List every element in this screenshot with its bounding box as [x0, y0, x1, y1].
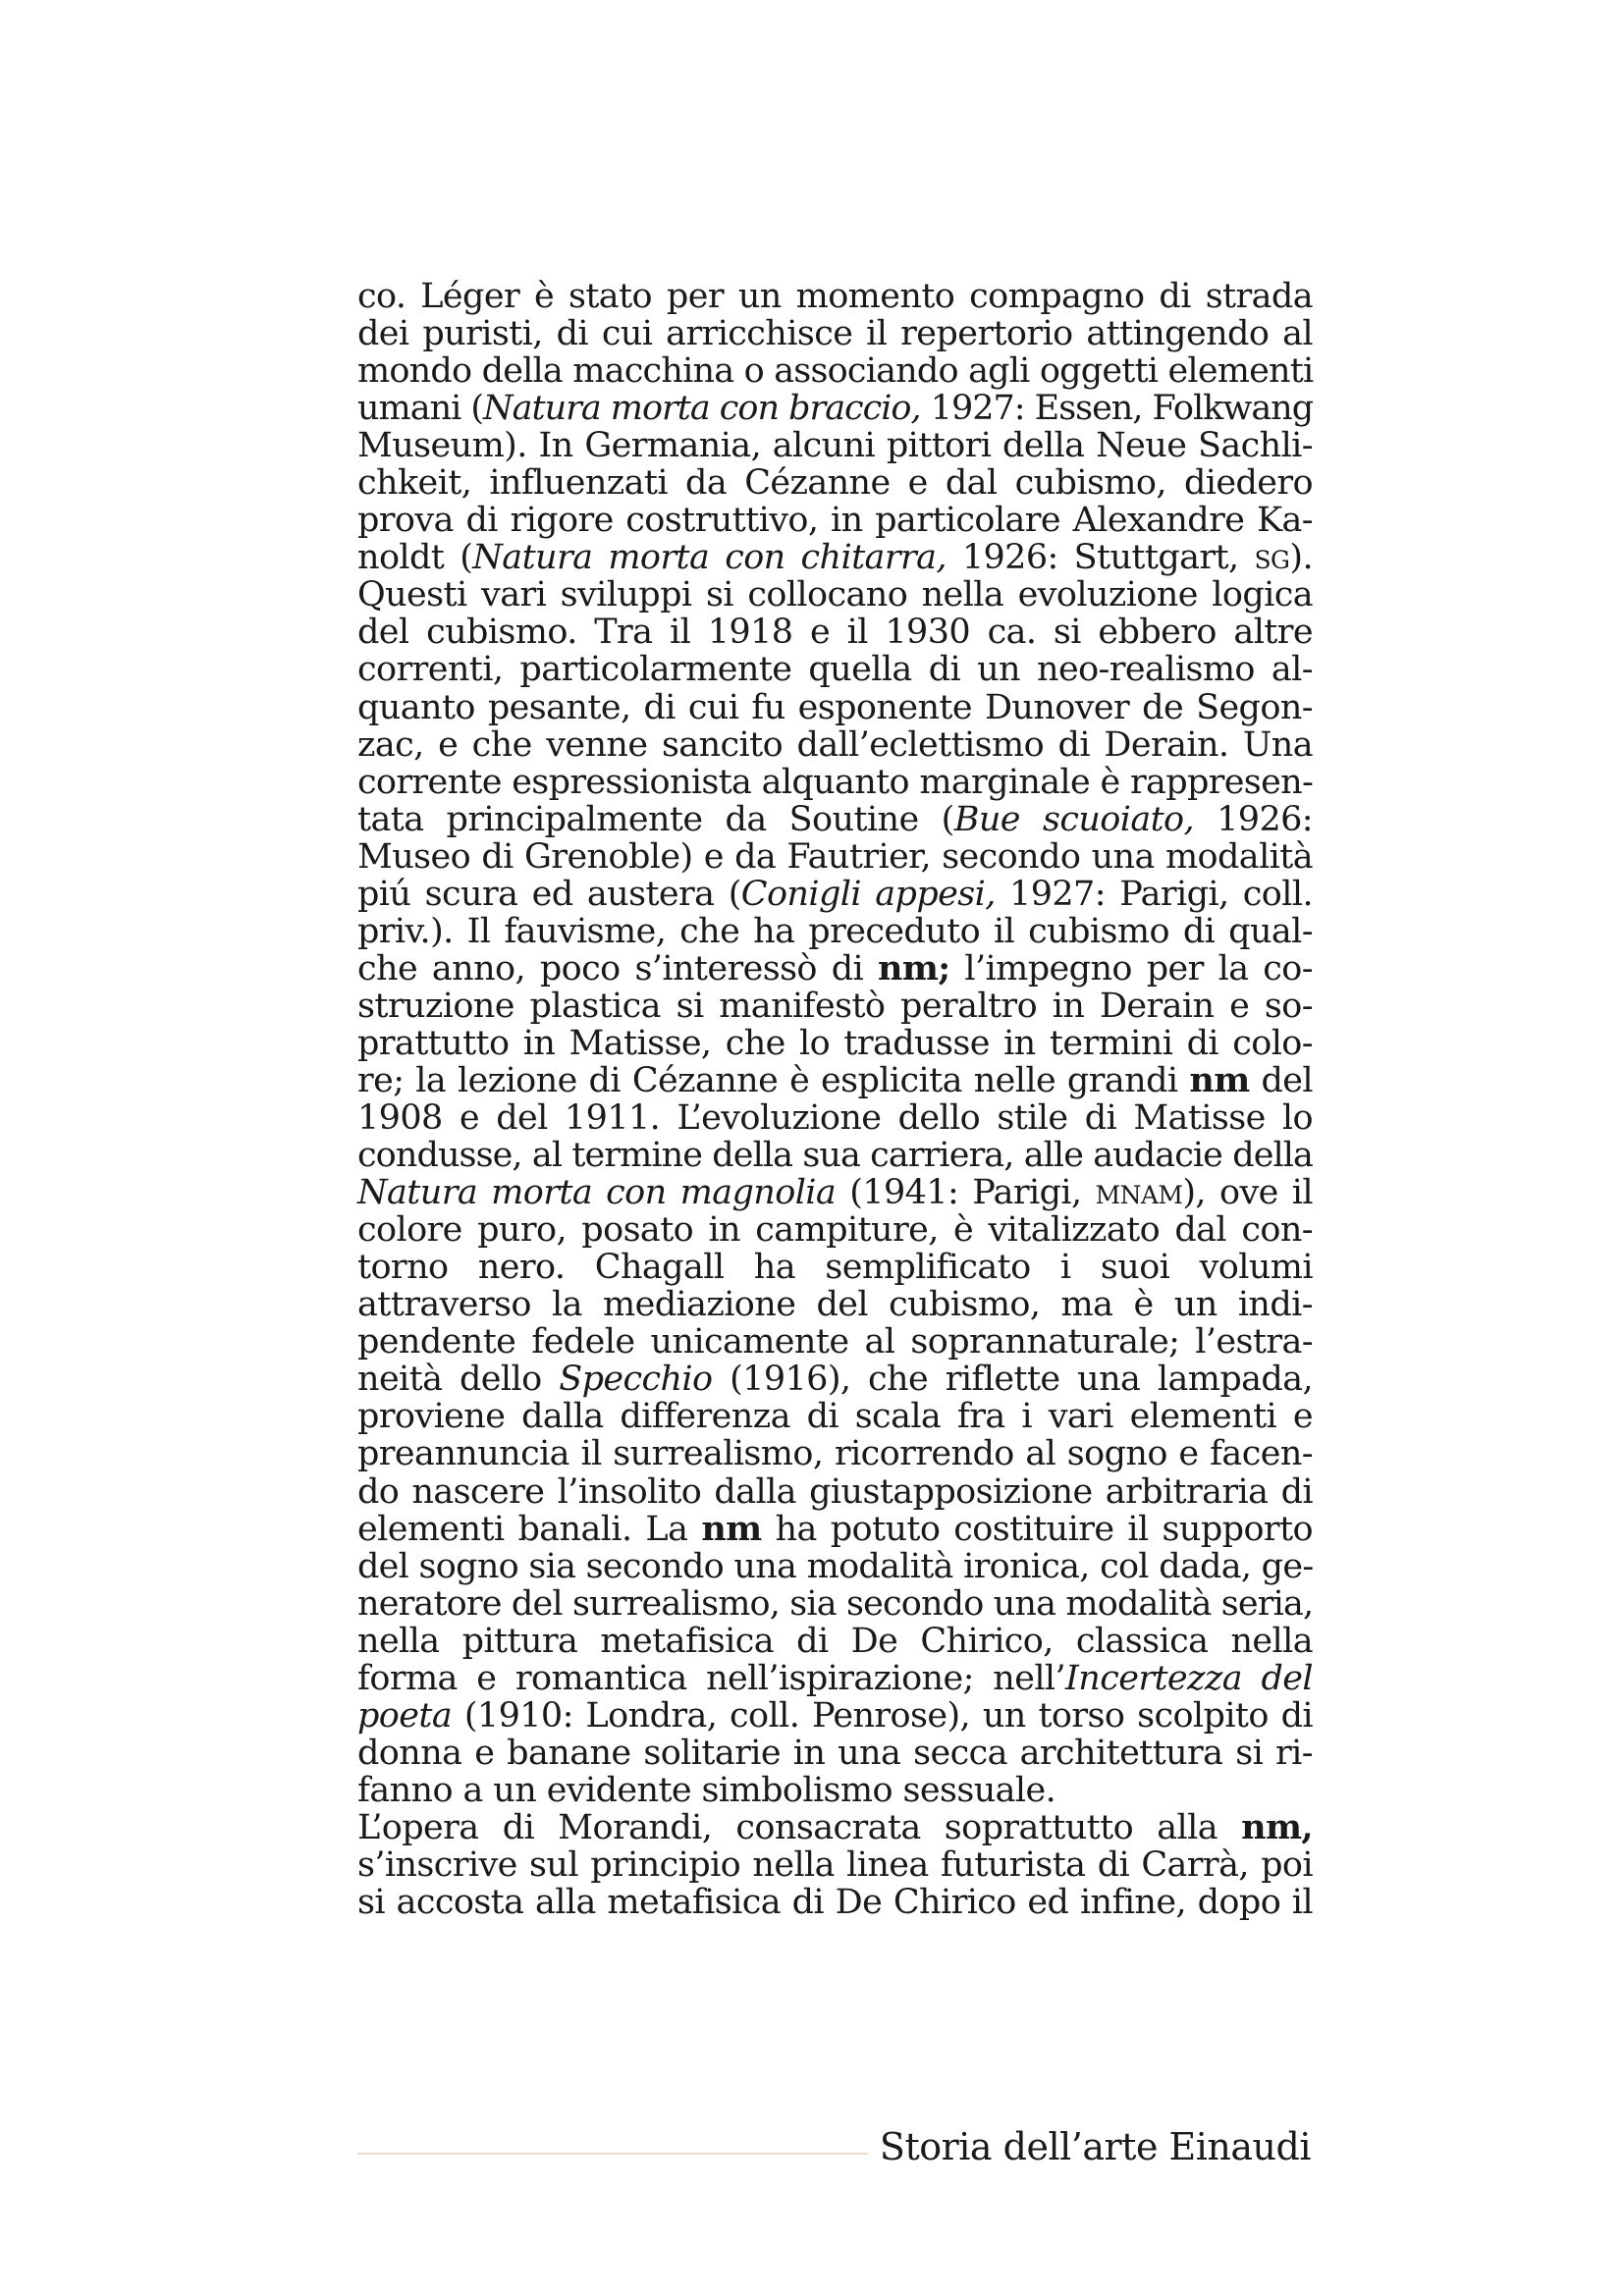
text-segment: 1926:: [1194, 799, 1313, 839]
text-line: [357, 1099, 1313, 1137]
text-line: [357, 801, 1313, 838]
text-segment: priv.). Il fauvisme, che ha preceduto il cubismo di qual-: [357, 911, 1313, 951]
text-segment: si accosta alla metafisica di De Chirico ed infine, dopo il: [357, 1883, 1313, 1923]
text-segment: colore puro, posato in campiture, è vitalizzato dal con-: [357, 1210, 1313, 1251]
text-segment: 1926: Stuttgart,: [946, 538, 1255, 578]
text-line: [357, 1508, 1314, 1549]
text-line: [357, 576, 1313, 614]
text-segment: mondo della macchina o associando agli oggetti elementi: [357, 351, 1314, 392]
text-segment: torno nero. Chagall ha semplificato i suoi volumi: [357, 1248, 1313, 1288]
text-line: [357, 1174, 1313, 1211]
text-segment: s’inscrive sul principio nella linea futurista di Carrà, poi: [357, 1844, 1313, 1885]
text-line: [357, 278, 1313, 315]
text-segment: umani (: [357, 389, 484, 429]
text-segment: Museum). In Germania, alcuni pittori della Neue Sachli-: [357, 426, 1313, 466]
text-segment: struzione plastica si manifestò peraltro in Derain e so-: [357, 986, 1313, 1026]
text-line: [357, 1697, 1313, 1735]
text-line: [357, 1660, 1313, 1697]
text-segment: poeta: [357, 1695, 453, 1735]
text-line: [357, 1884, 1313, 1921]
text-segment: del: [1249, 1060, 1313, 1100]
text-segment: (1916), che riflette una lampada,: [712, 1360, 1314, 1400]
text-line: [357, 726, 1313, 764]
text-segment: corrente espressionista alquanto marginale è rappresen-: [357, 762, 1314, 802]
text-segment: tata principalmente da Soutine (: [357, 799, 954, 839]
text-line: [357, 1473, 1313, 1511]
text-line: [357, 947, 1313, 988]
text-line: [357, 764, 1313, 801]
text-line: [357, 1059, 1313, 1100]
text-segment: quanto pesante, di cui fu esponente Dunover de Segon-: [357, 687, 1313, 727]
text-segment: ).: [1289, 538, 1313, 578]
text-segment: che anno, poco s’interessò di: [357, 948, 878, 988]
text-line: [357, 1735, 1313, 1772]
text-line: [357, 651, 1313, 688]
text-segment: re; la lezione di Cézanne è esplicita nelle grandi: [357, 1060, 1190, 1100]
text-segment: chkeit, influenzati da Cézanne e dal cubismo, diedero: [357, 463, 1313, 504]
text-segment: (1941: Parigi,: [836, 1173, 1096, 1213]
text-segment: fanno a un evidente simbolismo sessuale.: [357, 1770, 1056, 1810]
text-line: [357, 1137, 1313, 1174]
text-line: [357, 1548, 1313, 1585]
text-line: [357, 390, 1313, 427]
text-segment: Specchio: [559, 1360, 713, 1400]
text-segment: elementi banali. La: [357, 1509, 702, 1549]
text-line: [357, 838, 1313, 876]
text-segment: dei puristi, di cui arricchisce il repertorio attingendo al: [357, 314, 1313, 354]
text-line: [357, 1846, 1313, 1884]
text-line: [357, 1286, 1313, 1323]
text-segment: attraverso la mediazione del cubismo, ma è un indi-: [357, 1285, 1313, 1325]
text-segment: Museo di Grenoble) e da Fautrier, secondo una modalità: [357, 836, 1313, 877]
text-line: [357, 876, 1313, 913]
text-line: [357, 1772, 1313, 1809]
text-line: [357, 1361, 1313, 1398]
text-segment: Natura morta con braccio,: [483, 389, 921, 429]
text-segment: (1910: Londra, coll. Penrose), un torso scolpito di: [452, 1695, 1313, 1735]
text-segment: Natura morta con magnolia: [357, 1173, 837, 1213]
text-line: [357, 352, 1313, 390]
text-line: [357, 1585, 1313, 1623]
text-segment: noldt (: [357, 538, 473, 578]
text-segment: prattutto in Matisse, che lo tradusse in termini di colo-: [357, 1023, 1313, 1063]
text-segment: Natura morta con chitarra,: [472, 538, 947, 578]
text-line: [357, 1398, 1313, 1435]
text-segment: 1927: Essen, Folkwang: [920, 389, 1314, 429]
text-segment: preannuncia il surrealismo, ricorrendo al sogno e facen-: [357, 1434, 1313, 1474]
text-line: [357, 1249, 1313, 1286]
text-segment: ha potuto costituire il supporto: [761, 1509, 1314, 1549]
text-line: [357, 1323, 1313, 1361]
text-line: [357, 689, 1313, 726]
text-segment: donna e banane solitarie in una secca architettura si ri-: [357, 1733, 1313, 1773]
text-line: [357, 614, 1313, 651]
text-line: [357, 464, 1313, 502]
text-line: [357, 1623, 1313, 1660]
text-segment: do nascere l’insolito dalla giustapposizione arbitraria di: [357, 1471, 1313, 1512]
text-segment: forma e romantica nell’ispirazione; nell’: [357, 1658, 1066, 1698]
text-line: [357, 988, 1313, 1025]
text-line: [357, 427, 1313, 464]
text-segment: Incertezza del: [1065, 1658, 1313, 1698]
text-segment: mnam: [1095, 1173, 1183, 1213]
text-line: [357, 1435, 1313, 1472]
text-segment: L’opera di Morandi, consacrata soprattutto alla: [357, 1807, 1242, 1847]
text-segment: proviene dalla differenza di scala fra i vari elementi e: [357, 1397, 1313, 1437]
footer-title: Storia dell’arte Einaudi: [879, 2125, 1311, 2168]
text-segment: zac, e che venne sancito dall’eclettismo di Derain. Una: [357, 724, 1313, 765]
text-segment: del cubismo. Tra il 1918 e il 1930 ca. si ebbero altre: [357, 613, 1313, 653]
text-segment: co. Léger è stato per un momento compagno di strada: [357, 277, 1313, 316]
text-line: [357, 1025, 1313, 1062]
body-text: [357, 278, 1313, 1921]
text-segment: l’impegno per la co-: [949, 948, 1313, 988]
text-segment: 1927: Parigi, coll.: [995, 874, 1313, 914]
text-segment: nm: [701, 1508, 762, 1549]
text-segment: condusse, al termine della sua carriera, alle audacie della: [357, 1136, 1313, 1176]
text-segment: Bue scuoiato,: [953, 799, 1195, 839]
text-segment: 1908 e del 1911. L’evoluzione dello stile di Matisse lo: [357, 1098, 1313, 1139]
text-segment: Questi vari sviluppi si collocano nella evoluzione logica: [357, 575, 1313, 615]
text-line: [357, 1806, 1313, 1847]
text-segment: nm,: [1241, 1806, 1313, 1847]
text-line: [357, 502, 1313, 539]
text-line: [357, 315, 1313, 352]
footer-rule: [357, 2153, 868, 2155]
text-segment: ), ove il: [1182, 1173, 1313, 1213]
text-line: [357, 913, 1313, 950]
text-line: [357, 1211, 1313, 1249]
text-line: [357, 539, 1313, 576]
text-segment: neratore del surrealismo, sia secondo una modalità seria,: [357, 1583, 1314, 1624]
text-segment: del sogno sia secondo una modalità ironica, col dada, ge-: [357, 1546, 1314, 1586]
text-segment: sg: [1254, 538, 1290, 578]
text-segment: neità dello: [357, 1360, 560, 1400]
text-segment: nm: [1189, 1059, 1250, 1100]
text-segment: prova di rigore costruttivo, in particolare Alexandre Ka-: [357, 501, 1313, 541]
text-segment: Conigli appesi,: [740, 874, 996, 914]
text-segment: nella pittura metafisica di De Chirico, classica nella: [357, 1621, 1313, 1661]
text-segment: nm;: [877, 947, 950, 988]
text-segment: correnti, particolarmente quella di un neo-realismo al-: [357, 650, 1313, 690]
text-segment: pendente fedele unicamente al soprannaturale; l’estra-: [357, 1322, 1313, 1362]
text-segment: piú scura ed austera (: [357, 874, 741, 914]
